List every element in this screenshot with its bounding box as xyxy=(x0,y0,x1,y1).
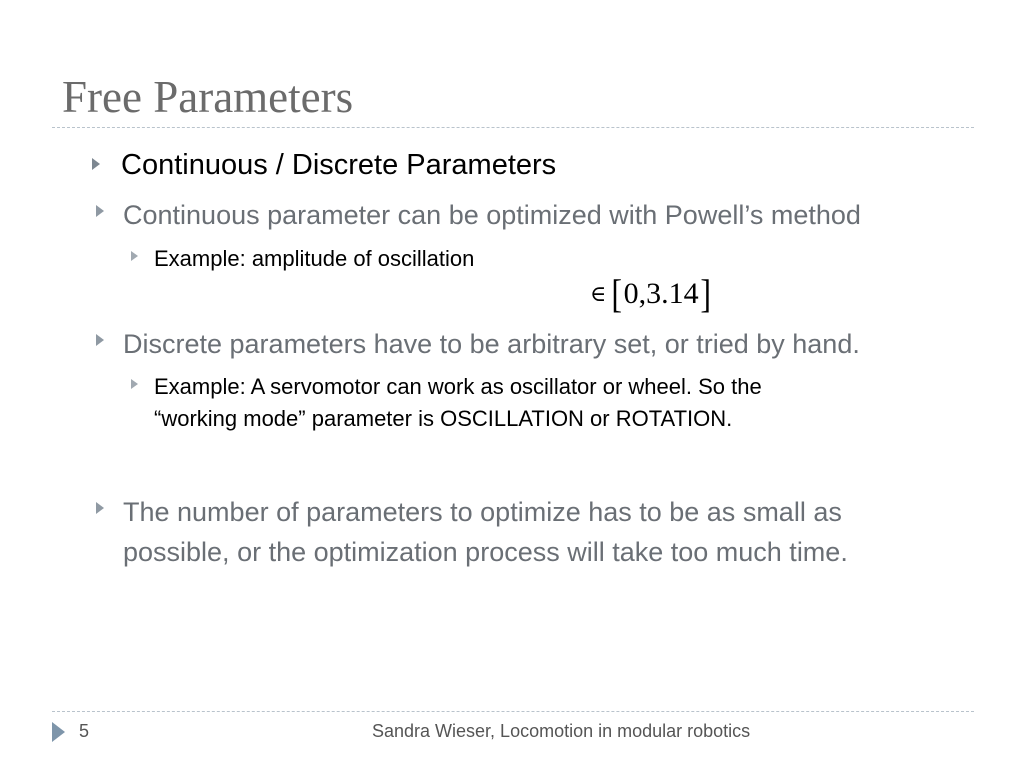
bullet-text: Continuous parameter can be optimized with Powell’s method xyxy=(123,200,861,230)
bullet-text-line: “working mode” parameter is OSCILLATION or ROTATION. xyxy=(154,406,733,431)
bullet-arrow-icon xyxy=(131,379,138,389)
bullet-discrete-parameters xyxy=(96,324,860,364)
bullet-text: Continuous / Discrete Parameters xyxy=(121,149,557,181)
range-formula xyxy=(590,271,712,316)
bullet-text-line: Example: A servomotor can work as oscillator or wheel. So the xyxy=(154,374,762,399)
close-bracket: ] xyxy=(699,271,711,316)
bullet-text-block xyxy=(154,371,762,435)
bullet-arrow-icon xyxy=(96,334,104,346)
bullet-text-line: possible, or the optimization process will take too much time. xyxy=(123,537,848,567)
element-of-symbol: ∈ xyxy=(590,281,607,306)
bullet-text-block xyxy=(123,492,848,572)
bullet-arrow-icon xyxy=(96,205,104,217)
open-bracket: [ xyxy=(611,271,623,316)
page-number: 5 xyxy=(79,721,90,741)
bullet-continuous-example xyxy=(131,243,474,275)
bullet-number-of-parameters xyxy=(96,492,848,572)
bullet-text-line: The number of parameters to optimize has to be as small as xyxy=(123,497,842,527)
bullet-continuous-discrete xyxy=(92,148,556,182)
bullet-text: Example: amplitude of oscillation xyxy=(154,246,475,271)
slide-title: Free Parameters xyxy=(62,72,354,122)
bullet-arrow-icon xyxy=(92,158,100,170)
title-divider xyxy=(52,127,974,128)
bullet-arrow-icon xyxy=(131,251,138,261)
footer-arrow-icon xyxy=(52,722,65,742)
bullet-text: Discrete parameters have to be arbitrary set, or tried by hand. xyxy=(123,329,860,359)
bullet-discrete-example xyxy=(131,371,762,435)
range-value: 0,3.14 xyxy=(623,277,699,310)
bullet-continuous-parameter xyxy=(96,195,861,235)
bullet-arrow-icon xyxy=(96,502,104,514)
footer-divider xyxy=(52,711,974,712)
footer-text: Sandra Wieser, Locomotion in modular robotics xyxy=(372,721,751,741)
